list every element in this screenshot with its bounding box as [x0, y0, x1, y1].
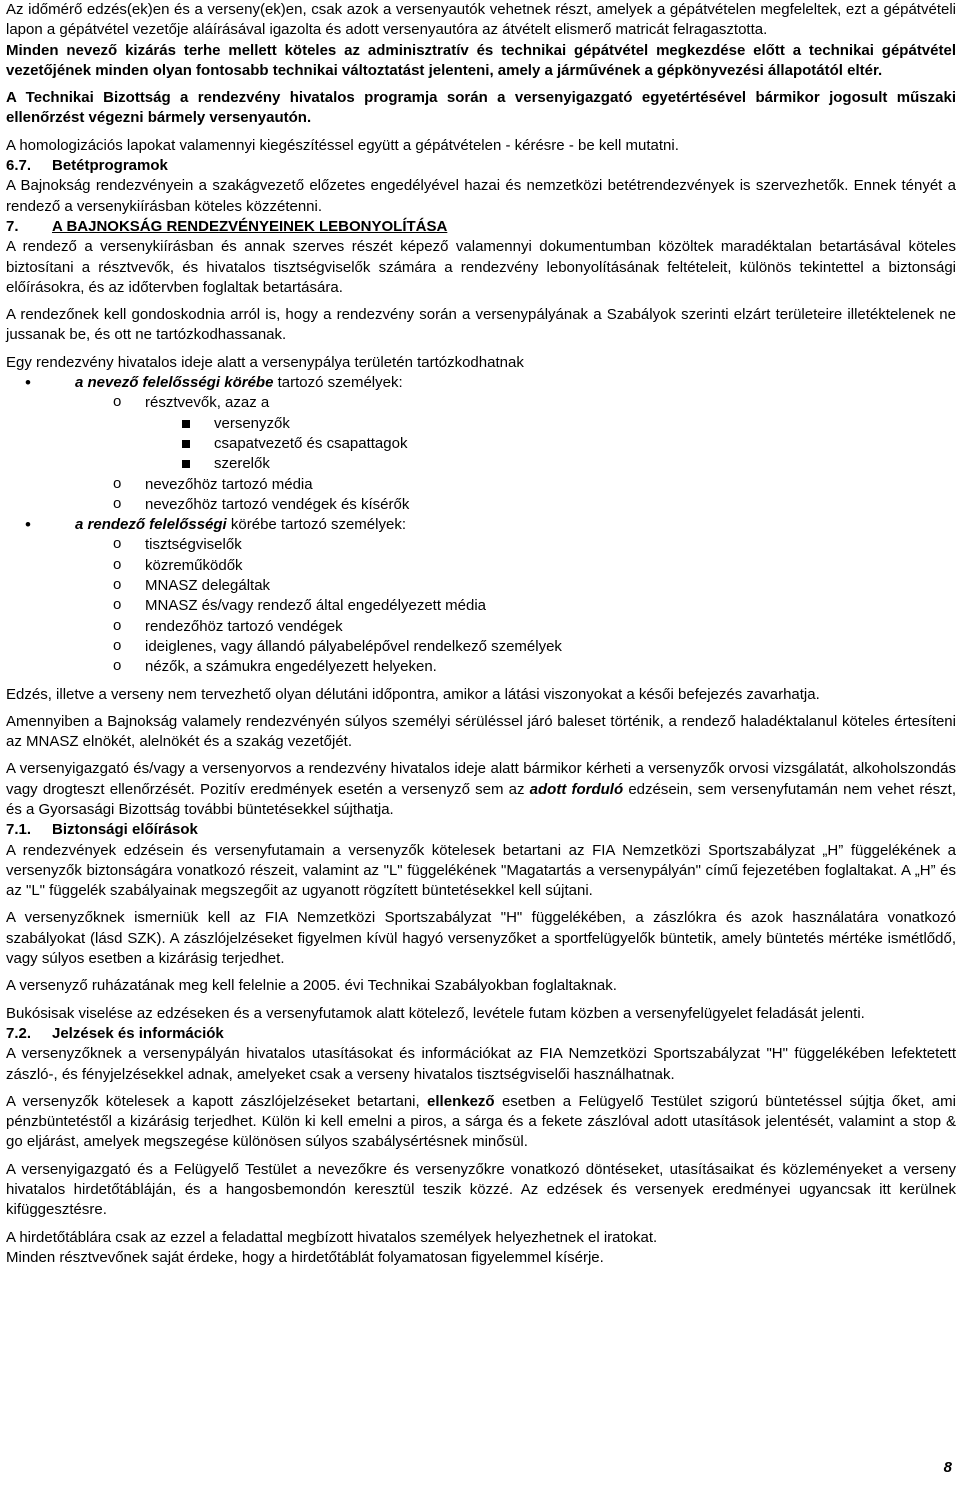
circle-marker: o — [113, 657, 122, 675]
list-item-text: MNASZ delegáltak — [145, 577, 271, 595]
paragraph: Edzés, illetve a verseny nem tervezhető olyan délutáni időpontra, amikor a látási viszonyokat a késői befejezés zavarhatja. — [6, 685, 820, 703]
list-item-text: rendezőhöz tartozó vendégek — [145, 617, 343, 635]
square-bullet-icon — [182, 460, 190, 468]
list-item — [6, 657, 956, 677]
list-item — [6, 414, 956, 434]
list-item-emphasis: a nevező felelősségi körébe — [75, 374, 274, 392]
circle-marker: o — [113, 596, 122, 614]
paragraph: A versenyzőknek ismerniük kell az FIA Nemzetközi Sportszabályzat "H" függelékében, a zászlókra és azok használatára vonatkozó szabályokat (lásd SZK). A zászlójelzéseket figyelmen kívül hagyó versenyzőket a sportfelügyelők büntetik, amely büntetés mértéke ismétlődő, vagy súlyos esetben a kizárásig terjedhet. — [6, 909, 956, 968]
list-item — [6, 637, 956, 657]
persons-list — [6, 373, 956, 677]
section-title: Betétprogramok — [52, 157, 168, 175]
page-number: 8 — [943, 1459, 952, 1476]
paragraph: A rendező a versenykiírásban és annak szerves részét képező valamennyi dokumentumban közöltek maradéktalan betartásával köteles biztosítani a résztvevők, és hivatalos tisztségviselők számára a rendezvény lebonyolításának feltételeit, különös tekintettel a biztonsági előírásokra, és az időtervben foglaltak betartására. — [6, 238, 956, 296]
list-item-text: csapatvezető és csapattagok — [214, 434, 408, 452]
paragraph: A versenyigazgató és a Felügyelő Testület a nevezőkre és versenyzőkre vonatkozó döntéseket, utasításaikat és közleményeket a verseny hivatalos hirdetőtábláján, és a hangosbemondón keresztül teszik közzé. Az edzések és versenyek eredményei ugyancsak itt kerülnek kifüggesztésre. — [6, 1160, 956, 1219]
list-item-text: nevezőhöz tartozó vendégek és kísérők — [145, 495, 410, 513]
circle-marker: o — [113, 474, 122, 492]
bullet-marker: • — [25, 515, 31, 535]
circle-marker: o — [113, 535, 122, 553]
square-bullet-icon — [182, 440, 190, 448]
list-item — [6, 535, 956, 555]
paragraph-text: esetben a Felügyelő Testület szigorú büntetéssel sújtja őket, ami pénzbüntetéstől a kizárásig terjedhet. Külön ki kell emelni a piros, a sárga és a fekete zászlóval adott utasítások jelentését, valamint a stop & go eljárást, amelyek megszegése különösen súlyos szabálysértésnek minősül. — [6, 1092, 956, 1151]
list-item-text: tisztségviselők — [145, 536, 242, 554]
section-number: 6.7. — [6, 157, 32, 175]
paragraph: A versenyzőknek a versenypályán hivatalos utasításokat és információkat az FIA Nemzetközi Sportszabályzat "H" függelékében lefektetett zászló-, és fényjelzésekkel adnak, amelyeket csak a verseny hivatalos tisztségviselői használhatnak. — [6, 1045, 956, 1083]
section-title: Jelzések és információk — [52, 1024, 224, 1042]
paragraph: Egy rendezvény hivatalos ideje alatt a versenypálya területén tartózkodhatnak — [6, 353, 524, 371]
section-heading-7-2 — [6, 1024, 956, 1044]
paragraph: Az időmérő edzés(ek)en és a verseny(ek)en, csak azok a versenyautók vehetnek részt, amelyek a gépátvételen megfeleltek, ezt a gépátvételi lapon a gépátvétel vezetője aláírásával igazolta és adott versenyautóra az átvételt elismerő matricát felragasztotta. — [6, 1, 956, 39]
paragraph-text: A versenyigazgató és/vagy a versenyorvos a rendezvény hivatalos ideje alatt bármikor kérheti a versenyzők orvosi vizsgálatát, alkoholszondás vagy drogteszt ellenőrzését. Pozitív eredmények esetén a versenyző sem az — [6, 760, 956, 798]
list-item-emphasis: a rendező felelősségi — [75, 516, 227, 534]
paragraph-text: edzésein, sem versenyfutamán nem vehet részt, és a Gyorsasági Bizottság további büntetésekkel sújthatja. — [6, 780, 956, 818]
section-number: 7.2. — [6, 1024, 32, 1042]
list-item-text: nevezőhöz tartozó média — [145, 475, 313, 493]
section-heading-7 — [6, 217, 956, 237]
paragraph: A rendezvények edzésein és versenyfutamain a versenyzők kötelesek betartani az FIA Nemzetközi Sportszabályzat „H” függelékének a versenyzők biztonságára vonatkozó részeit, valamint az "L" függelékének "Magatartás a versenypályán" című fejezetében foglaltakat. A „H” és az "L" függelék szabályainak megszegőit az ugyanott rögzített büntetésekkel kell sújtani. — [6, 841, 956, 900]
paragraph: A rendezőnek kell gondoskodnia arról is, hogy a rendezvény során a versenypályának a Szabályok szerinti elzárt területeire illetéktelenek ne jussanak be, és ott ne tartózkodhassanak. — [6, 306, 956, 344]
section-heading-7-1 — [6, 820, 956, 840]
section-title: Biztonsági előírások — [52, 821, 198, 839]
list-item — [6, 495, 956, 515]
paragraph: A versenyző ruházatának meg kell felelnie a 2005. évi Technikai Szabályokban foglaltaknak. — [6, 977, 617, 995]
circle-marker: o — [113, 393, 122, 411]
circle-marker: o — [113, 494, 122, 512]
paragraph: A hirdetőtáblára csak az ezzel a feladattal megbízott hivatalos személyek helyezhetnek el iratokat. — [6, 1228, 658, 1246]
paragraph: A homologizációs lapokat valamennyi kiegészítéssel együtt a gépátvételen - kérésre - be kell mutatni. — [6, 136, 679, 154]
paragraph: Minden résztvevőnek saját érdeke, hogy a hirdetőtáblát folyamatosan figyelemmel kísérje. — [6, 1248, 604, 1266]
paragraph: A Technikai Bizottság a rendezvény hivatalos programja során a versenyigazgató egyetértésével bármikor jogosult műszaki ellenőrzést végezni bármely versenyautón. — [6, 89, 956, 127]
list-item-text: körébe tartozó személyek: — [226, 516, 406, 534]
emphasis-text: adott forduló — [529, 780, 624, 798]
document-page — [6, 0, 956, 1268]
list-item-text: közreműködők — [145, 556, 243, 574]
list-item-text: nézők, a számukra engedélyezett helyeken. — [145, 658, 437, 676]
list-item-text: MNASZ és/vagy rendező által engedélyezett média — [145, 597, 487, 615]
section-number: 7. — [6, 217, 19, 235]
list-item-text: versenyzők — [214, 414, 290, 432]
list-item — [6, 475, 956, 495]
list-item-text: tartozó személyek: — [273, 374, 403, 392]
list-item — [6, 576, 956, 596]
list-item — [6, 556, 956, 576]
section-title: A BAJNOKSÁG RENDEZVÉNYEINEK LEBONYOLÍTÁSA — [52, 217, 448, 235]
circle-marker: o — [113, 616, 122, 634]
list-item — [6, 617, 956, 637]
paragraph: A Bajnokság rendezvényein a szakágvezető előzetes engedélyével hazai és nemzetközi betétrendezvények is szervezhetők. Ennek tényét a rendező a versenykiírásban köteles közzétenni. — [6, 177, 956, 215]
bullet-marker: • — [25, 373, 31, 393]
list-item — [6, 434, 956, 454]
paragraph: Minden nevező kizárás terhe mellett köteles az adminisztratív és technikai gépátvétel megkezdése előtt a technikai gépátvétel vezetőjének minden olyan fontosabb technikai változtatást jelenteni, amely a járművének a gépkönyvezési állapotától eltér. — [6, 41, 956, 79]
paragraph — [6, 1092, 956, 1153]
paragraph — [6, 759, 956, 820]
circle-marker: o — [113, 636, 122, 654]
list-item — [6, 373, 956, 393]
list-item — [6, 454, 956, 474]
paragraph-text: A versenyzők kötelesek a kapott zászlójelzéseket betartani, — [6, 1092, 428, 1110]
square-bullet-icon — [182, 420, 190, 428]
list-item-text: résztvevők, azaz a — [145, 394, 270, 412]
list-item-text: szerelők — [214, 455, 270, 473]
circle-marker: o — [113, 576, 122, 594]
section-heading-6-7 — [6, 156, 956, 176]
list-item — [6, 596, 956, 616]
list-item — [6, 393, 956, 413]
section-number: 7.1. — [6, 821, 32, 839]
list-item-text: ideiglenes, vagy állandó pályabelépővel rendelkező személyek — [145, 637, 562, 655]
paragraph: Bukósisak viselése az edzéseken és a versenyfutamok alatt kötelező, levétele futam közben a versenyfelügyelet feladását jelenti. — [6, 1004, 865, 1022]
list-item — [6, 515, 956, 535]
emphasis-text: ellenkező — [427, 1092, 495, 1110]
circle-marker: o — [113, 555, 122, 573]
paragraph: Amennyiben a Bajnokság valamely rendezvényén súlyos személyi sérüléssel járó baleset történik, a rendező haladéktalanul köteles értesíteni az MNASZ elnökét, alelnökét és a szakág vezetőjét. — [6, 712, 956, 751]
